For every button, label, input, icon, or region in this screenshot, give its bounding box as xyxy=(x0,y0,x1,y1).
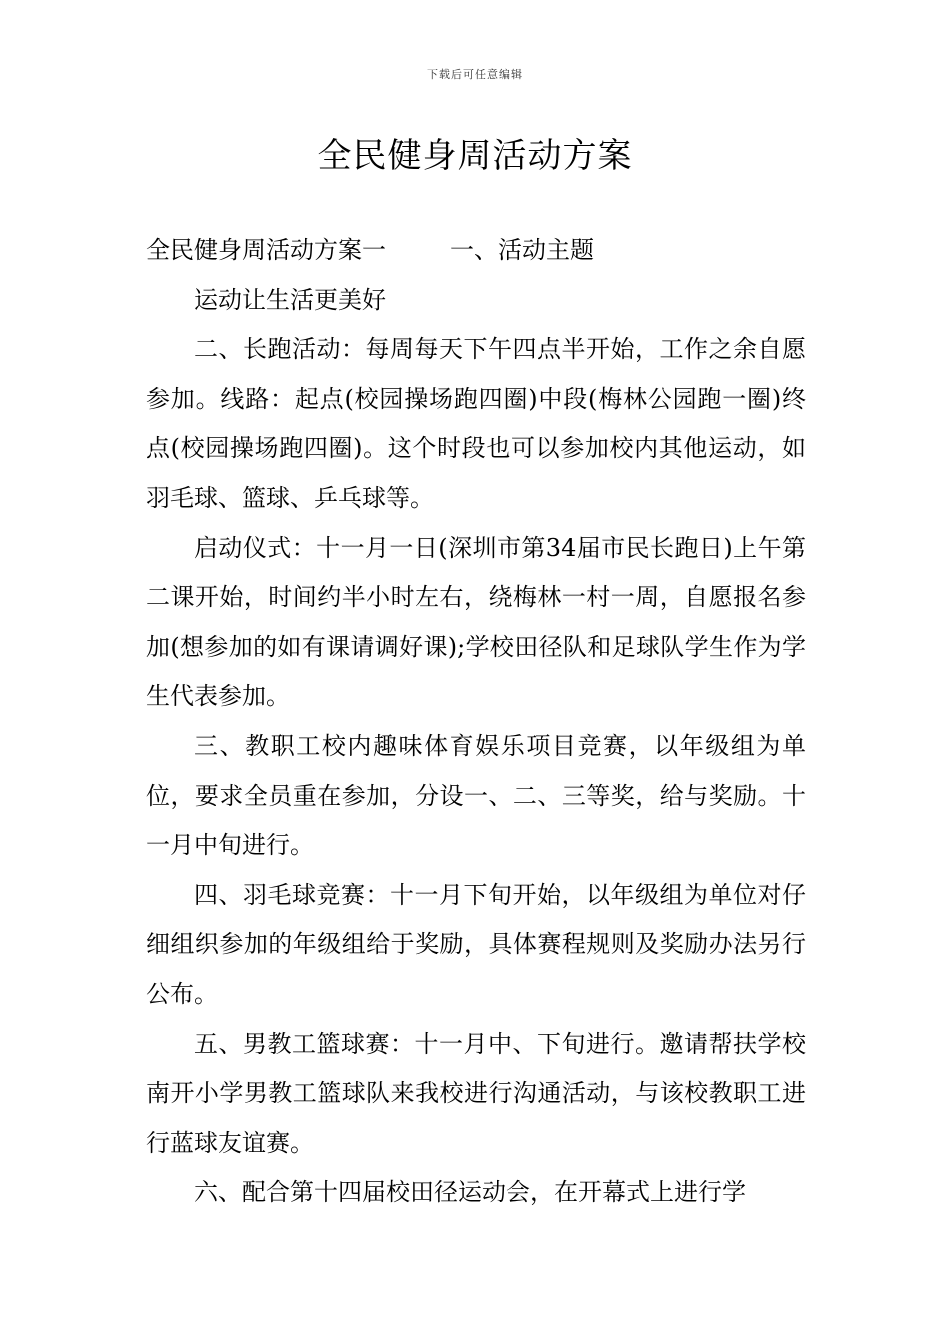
header-note: 下载后可任意编辑 xyxy=(427,68,523,81)
intro-lead: 全民健身周活动方案一 xyxy=(146,236,386,264)
paragraph-opening-ceremony: 启动仪式：十一月一日(深圳市第34届市民长跑日)上午第二课开始，时间约半小时左右，绕梅林一村一周，自愿报名参加(想参加的如有课请调好课);学校田径队和足球队学生作为学生代表参加。 xyxy=(146,533,806,711)
section-heading-theme: 一、活动主题 xyxy=(450,236,594,264)
intro-line xyxy=(146,226,806,276)
paragraph-long-run: 二、长跑活动：每周每天下午四点半开始，工作之余自愿参加。线路：起点(校园操场跑四圈)中段(梅林公园跑一圈)终点(校园操场跑四圈)。这个时段也可以参加校内其他运动，如羽毛球、篮球、乒乓球等。 xyxy=(146,335,806,512)
paragraph-basketball: 五、男教工篮球赛：十一月中、下旬进行。邀请帮扶学校南开小学男教工篮球队来我校进行沟通活动，与该校教职工进行蓝球友谊赛。 xyxy=(146,1029,806,1157)
document-body xyxy=(146,226,806,1218)
paragraph-staff-games: 三、教职工校内趣味体育娱乐项目竞赛，以年级组为单位，要求全员重在参加，分设一、二、三等奖，给与奖励。十一月中旬进行。 xyxy=(146,731,806,860)
paragraph-athletics-meet: 六、配合第十四届校田径运动会，在开幕式上进行学 xyxy=(194,1178,746,1207)
paragraph-badminton: 四、羽毛球竞赛：十一月下旬开始，以年级组为单位对仔细组织参加的年级组给于奖励，具体赛程规则及奖励办法另行公布。 xyxy=(146,880,806,1008)
paragraph-theme: 运动让生活更美好 xyxy=(194,285,386,314)
document-title: 全民健身周活动方案 xyxy=(317,136,633,176)
